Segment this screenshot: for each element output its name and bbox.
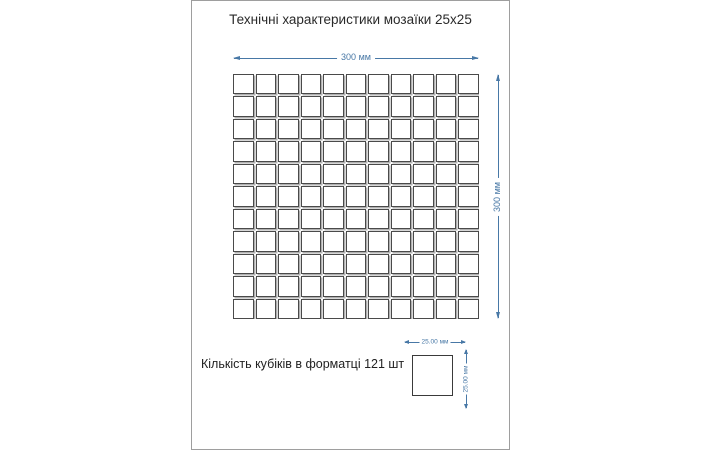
mosaic-tile [413, 164, 434, 184]
mosaic-tile [436, 119, 457, 139]
mosaic-tile [233, 276, 254, 296]
mosaic-tile [346, 141, 367, 161]
mosaic-tile [391, 299, 412, 319]
mosaic-tile [233, 299, 254, 319]
mosaic-tile [301, 119, 322, 139]
mosaic-tile [413, 119, 434, 139]
mosaic-tile [346, 96, 367, 116]
mosaic-tile [368, 96, 389, 116]
mosaic-tile [323, 164, 344, 184]
mosaic-tile [323, 254, 344, 274]
technical-drawing-frame [191, 0, 510, 450]
mosaic-tile [278, 164, 299, 184]
mosaic-tile [413, 141, 434, 161]
mosaic-tile [368, 231, 389, 251]
mosaic-tile [458, 96, 479, 116]
mosaic-tile [391, 276, 412, 296]
mosaic-tile [301, 141, 322, 161]
mosaic-tile [458, 231, 479, 251]
mosaic-tile [458, 299, 479, 319]
mosaic-tile [368, 276, 389, 296]
mosaic-tile [256, 96, 277, 116]
mosaic-tile [323, 276, 344, 296]
mosaic-tile [391, 254, 412, 274]
drawing-title: Технічні характеристики мозаїки 25х25 [229, 12, 472, 27]
mosaic-tile [368, 164, 389, 184]
mosaic-tile [391, 186, 412, 206]
mosaic-tile [413, 231, 434, 251]
mosaic-tile [233, 96, 254, 116]
mosaic-tile [368, 299, 389, 319]
mosaic-tile [323, 96, 344, 116]
mosaic-tile [436, 276, 457, 296]
mosaic-tile [301, 231, 322, 251]
mosaic-tile [233, 164, 254, 184]
arrow-up-icon [464, 349, 468, 354]
mosaic-tile [391, 119, 412, 139]
mosaic-tile [391, 74, 412, 94]
mosaic-tile [301, 164, 322, 184]
tile-count-caption: Кількість кубіків в форматці 121 шт [201, 357, 405, 371]
mosaic-tile [233, 141, 254, 161]
mosaic-tile [278, 209, 299, 229]
mosaic-tile [256, 74, 277, 94]
mosaic-tile [346, 119, 367, 139]
mosaic-tile [301, 276, 322, 296]
mosaic-tile [256, 164, 277, 184]
mosaic-tile [301, 299, 322, 319]
sheet-width-label: 300 мм [337, 53, 375, 63]
mosaic-tile [256, 209, 277, 229]
mosaic-tile [368, 254, 389, 274]
mosaic-tile [323, 299, 344, 319]
sheet-height-dimension [492, 74, 504, 319]
mosaic-tile [436, 209, 457, 229]
mosaic-tile [436, 164, 457, 184]
sheet-width-dimension [233, 52, 479, 64]
mosaic-tile [301, 254, 322, 274]
mosaic-tile [346, 299, 367, 319]
mosaic-tile [323, 231, 344, 251]
mosaic-tile [368, 186, 389, 206]
mosaic-tile [256, 119, 277, 139]
mosaic-tile [458, 209, 479, 229]
mosaic-tile [436, 96, 457, 116]
mosaic-tile [233, 254, 254, 274]
mosaic-tile [413, 74, 434, 94]
mosaic-tile [436, 299, 457, 319]
mosaic-tile [346, 186, 367, 206]
mosaic-tile [323, 186, 344, 206]
mosaic-tile [301, 209, 322, 229]
mosaic-tile [301, 96, 322, 116]
mosaic-tile [278, 119, 299, 139]
tile-height-label: 25.00 мм [462, 365, 470, 393]
mosaic-tile [413, 299, 434, 319]
mosaic-tile [436, 186, 457, 206]
mosaic-tile [278, 186, 299, 206]
mosaic-tile [436, 74, 457, 94]
mosaic-tile [458, 254, 479, 274]
mosaic-tile [346, 209, 367, 229]
arrow-left-icon [404, 340, 409, 344]
mosaic-tile [391, 231, 412, 251]
mosaic-tile [413, 276, 434, 296]
mosaic-tile [323, 209, 344, 229]
mosaic-tile [301, 186, 322, 206]
mosaic-grid [233, 74, 479, 319]
mosaic-tile [346, 231, 367, 251]
arrow-down-icon [496, 312, 500, 319]
mosaic-tile [278, 299, 299, 319]
mosaic-tile [233, 209, 254, 229]
sheet-height-label: 300 мм [493, 178, 503, 216]
mosaic-tile [233, 186, 254, 206]
arrow-left-icon [233, 56, 240, 60]
arrow-right-icon [472, 56, 479, 60]
mosaic-tile [278, 254, 299, 274]
mosaic-tile [368, 119, 389, 139]
mosaic-tile [368, 74, 389, 94]
mosaic-tile [346, 74, 367, 94]
mosaic-tile [346, 164, 367, 184]
mosaic-tile [278, 231, 299, 251]
mosaic-tile [368, 141, 389, 161]
arrow-right-icon [461, 340, 466, 344]
mosaic-tile [278, 276, 299, 296]
mosaic-tile [436, 254, 457, 274]
mosaic-tile [256, 231, 277, 251]
mosaic-tile [458, 141, 479, 161]
mosaic-tile [256, 254, 277, 274]
tile-width-label: 25.00 мм [421, 338, 449, 346]
mosaic-tile [256, 141, 277, 161]
mosaic-tile [413, 254, 434, 274]
mosaic-tile [323, 119, 344, 139]
mosaic-tile [278, 74, 299, 94]
mosaic-tile [391, 96, 412, 116]
mosaic-tile [278, 96, 299, 116]
mosaic-tile [346, 276, 367, 296]
mosaic-tile [436, 231, 457, 251]
mosaic-tile [346, 254, 367, 274]
mosaic-tile [391, 209, 412, 229]
mosaic-tile [233, 74, 254, 94]
tile-height-dimension [460, 349, 472, 409]
mosaic-tile [458, 186, 479, 206]
mosaic-tile [458, 74, 479, 94]
mosaic-tile [323, 141, 344, 161]
mosaic-tile [233, 119, 254, 139]
mosaic-tile [391, 164, 412, 184]
arrow-down-icon [464, 404, 468, 409]
mosaic-tile [301, 74, 322, 94]
mosaic-tile [368, 209, 389, 229]
mosaic-tile [256, 276, 277, 296]
mosaic-tile [413, 209, 434, 229]
mosaic-tile [436, 141, 457, 161]
mosaic-tile [391, 141, 412, 161]
mosaic-tile [256, 186, 277, 206]
mosaic-tile [278, 141, 299, 161]
mosaic-tile [458, 164, 479, 184]
arrow-up-icon [496, 74, 500, 81]
single-tile [412, 355, 453, 396]
mosaic-tile [458, 119, 479, 139]
mosaic-tile [458, 276, 479, 296]
mosaic-tile [233, 231, 254, 251]
mosaic-tile [256, 299, 277, 319]
mosaic-tile [413, 186, 434, 206]
tile-width-dimension [404, 337, 466, 347]
mosaic-tile [413, 96, 434, 116]
mosaic-tile [323, 74, 344, 94]
